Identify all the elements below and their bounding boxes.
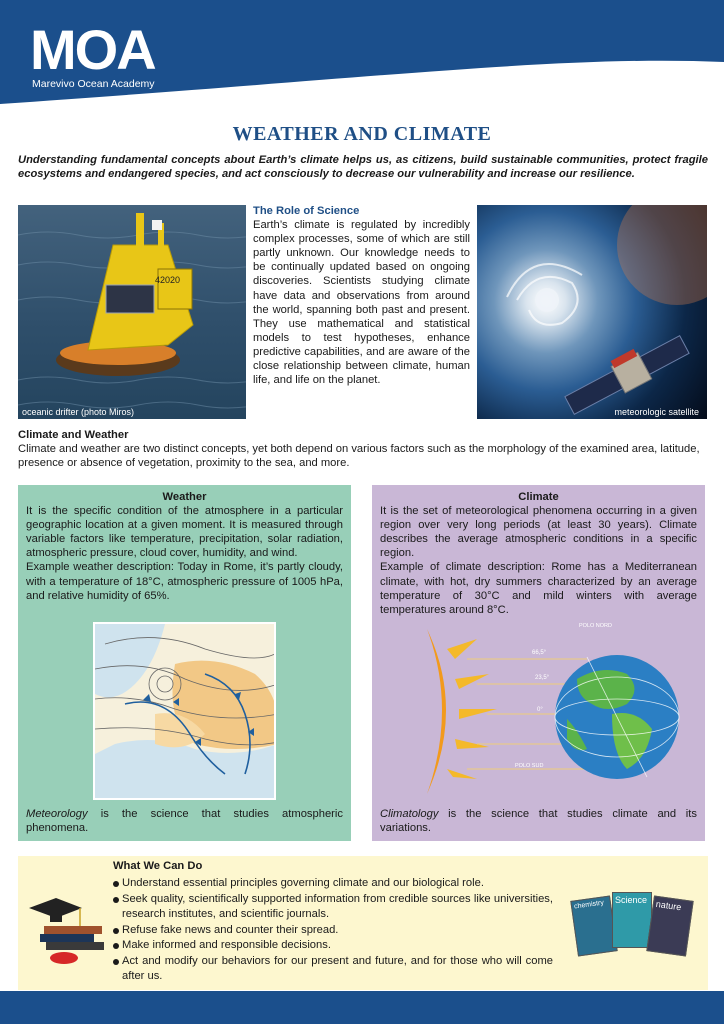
- list-item: Make informed and responsible decisions.: [113, 938, 553, 954]
- climate-and-weather: [18, 428, 708, 471]
- role-text: Earth’s climate is regulated by incredibly complex processes, some of which are still partly unknown. Our knowledge needs to be continually updated based on ongoing discoveries. Scientists studying climate have data and observations from around the world, spanning both past and present. They use mathematical and statistical models to test hypotheses, enhance predictive capabilities, and are aware of the close relationship between climate, human life, and life on the planet.: [253, 219, 470, 387]
- lat-66-label: 66,5°: [532, 650, 547, 656]
- intro-paragraph: Understanding fundamental concepts about Earth’s climate helps us, as citizens, build sustainable communities, protect fragile ecosystems and endangered species, and act consciously to decrease our vulnerability and increase our resilience.: [18, 154, 708, 180]
- weather-heading: Weather: [162, 491, 207, 503]
- buoy-number: 42020: [155, 275, 181, 285]
- logo-mark: MOA: [30, 18, 155, 81]
- what-we-can-do: [18, 856, 708, 990]
- meteorology-rest: is the science that studies atmospheric phenomena.: [26, 808, 343, 835]
- oceanic-drifter-photo: [18, 205, 246, 419]
- journal-nature: [646, 895, 693, 956]
- satellite-illustration: [477, 205, 707, 419]
- journal-title: chemistry: [573, 899, 605, 911]
- graduation-cap-books-icon: [24, 886, 110, 966]
- buoy-illustration: [18, 205, 246, 419]
- role-heading: The Role of Science: [253, 205, 360, 217]
- cw-heading: Climate and Weather: [18, 429, 129, 441]
- sun-globe-illustration: [427, 619, 697, 801]
- list-item: Refuse fake news and counter their spread.: [113, 923, 553, 939]
- climatology-rest: is the science that studies climate and its variations.: [380, 808, 697, 835]
- north-pole-label: POLO NORD: [579, 623, 613, 629]
- climate-definition: It is the set of meteorological phenomena occurring in a given region over very long periods (at least 30 years). Climate describes the average atmospheric conditions in a specific region.: [380, 505, 697, 560]
- page-title: WEATHER AND CLIMATE: [232, 123, 492, 145]
- list-item: Act and modify our behaviors for our present and future, and for those who will come after us.: [113, 954, 553, 985]
- cap-books-illustration: [24, 886, 110, 966]
- cw-text: Climate and weather are two distinct concepts, yet both depend on various factors such as the morphology of the examined area, latitude, presence or absence of vegetation, proximity to the sea, and more.: [18, 443, 700, 470]
- weather-definition: It is the specific condition of the atmosphere in a particular geographic location at a given moment. It is measured through variable factors like temperature, precipitation, solar radiation, atmospheric pressure, cloud cover, humidity, and wind.: [26, 505, 343, 560]
- list-item: Understand essential principles governing climate and our biological role.: [113, 876, 553, 892]
- footer-bar: [0, 991, 724, 1024]
- lat-23-label: 23,5°: [535, 675, 550, 681]
- climatology-term: Climatology: [380, 808, 439, 820]
- journal-title: nature: [655, 898, 682, 913]
- role-of-science: [253, 204, 470, 387]
- weather-example: Example weather description: Today in Rome, it’s partly cloudy, with a temperature of 18°C, atmospheric pressure of 1005 hPa, and relative humidity of 65%.: [26, 561, 343, 602]
- weather-map: [93, 622, 276, 800]
- journal-chemistry: [570, 895, 617, 956]
- weather-box: [18, 485, 351, 841]
- sun-earth-diagram: [427, 619, 697, 801]
- climate-heading: Climate: [518, 491, 559, 503]
- climatology-definition: [380, 807, 697, 835]
- journal-title: Science: [615, 895, 648, 905]
- academy-logo[interactable]: [30, 18, 180, 92]
- south-pole-label: POLO SUD: [515, 763, 544, 769]
- climate-box: [372, 485, 705, 841]
- satellite-photo: [477, 205, 707, 419]
- journal-science: [612, 892, 652, 948]
- list-item: Seek quality, scientifically supported information from credible sources like universities, research institutes, and scientific journals.: [113, 892, 553, 923]
- isobar-map-illustration: [95, 624, 276, 800]
- todo-heading: What We Can Do: [113, 860, 203, 872]
- meteorology-term: Meteorology: [26, 808, 88, 820]
- lat-0-label: 0°: [537, 707, 543, 713]
- right-photo-caption: meteorologic satellite: [614, 407, 699, 417]
- meteorology-definition: [26, 807, 343, 835]
- climate-example: Example of climate description: Rome has a Mediterranean climate, with hot, dry summers characterized by an average temperature of 30°C and mild winters with average temperatures around 8°C.: [380, 561, 697, 616]
- logo-subtitle: Marevivo Ocean Academy: [32, 78, 155, 90]
- todo-list: [113, 876, 553, 985]
- scientific-journals: [574, 886, 694, 966]
- header-banner: [0, 0, 724, 110]
- left-photo-caption: oceanic drifter (photo Miros): [22, 407, 135, 417]
